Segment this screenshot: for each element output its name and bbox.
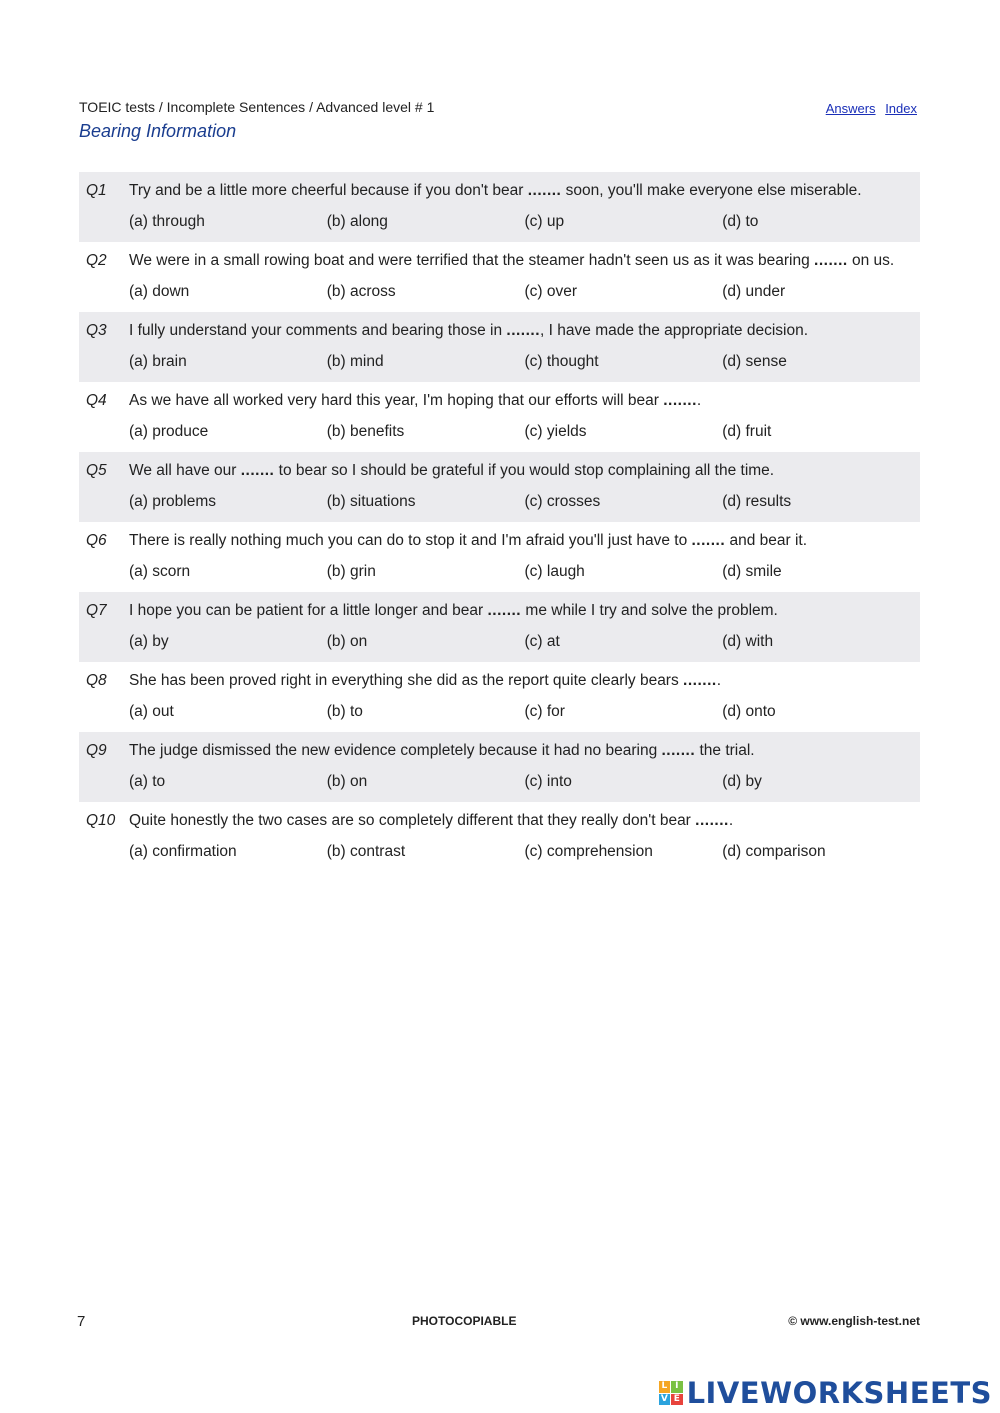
question-blank: ....... [663, 392, 697, 409]
answer-option-b[interactable]: (b) to [326, 703, 363, 720]
brand-icon-letter: L [659, 1381, 671, 1393]
question-item [79, 242, 920, 312]
brand-icon-letter: I [671, 1381, 683, 1393]
question-number: Q7 [86, 602, 107, 619]
answer-option-d[interactable]: (d) by [722, 773, 762, 790]
question-text-before: I fully understand your comments and bearing those in [129, 322, 507, 339]
question-text [129, 458, 920, 483]
answer-option-c[interactable]: (c) up [524, 213, 565, 230]
answer-option-a[interactable]: (a) brain [129, 353, 187, 370]
question-text-after: . [696, 392, 702, 409]
question-text-before: I hope you can be patient for a little longer and bear [129, 602, 488, 619]
answer-option-a[interactable]: (a) out [129, 703, 174, 720]
question-text [129, 738, 920, 763]
question-text-before: Try and be a little more cheerful because if you don't bear [129, 182, 528, 199]
answer-option-d[interactable]: (d) comparison [722, 843, 826, 860]
question-text [129, 248, 920, 273]
answer-options [129, 209, 920, 234]
answer-option-d[interactable]: (d) smile [722, 563, 782, 580]
question-text-after: soon, you'll make everyone else miserable. [561, 182, 862, 199]
question-blank: ....... [527, 182, 562, 199]
answer-option-c[interactable]: (c) thought [524, 353, 599, 370]
answer-options [129, 559, 920, 584]
question-number: Q4 [86, 392, 107, 409]
answer-option-a[interactable]: (a) to [129, 773, 166, 790]
answer-options [129, 699, 920, 724]
question-text-before: We all have our [129, 462, 241, 479]
answer-option-d[interactable]: (d) with [722, 633, 774, 650]
question-blank: ....... [487, 602, 522, 619]
answer-option-c[interactable]: (c) at [524, 633, 560, 650]
answer-options [129, 629, 920, 654]
brand-name: LIVEWORKSHEETS [686, 1376, 992, 1410]
brand-icon-letter: V [659, 1394, 671, 1406]
answer-option-a[interactable]: (a) problems [129, 493, 216, 510]
question-text-after: . [716, 672, 721, 689]
question-number: Q3 [86, 322, 107, 339]
breadcrumb: TOEIC tests / Incomplete Sentences / Advanced level # 1 [79, 99, 435, 115]
answer-option-c[interactable]: (c) for [524, 703, 565, 720]
question-text [129, 598, 920, 623]
top-links [820, 101, 917, 116]
question-text [129, 808, 920, 833]
answer-option-a[interactable]: (a) confirmation [129, 843, 237, 860]
question-number: Q10 [86, 812, 116, 829]
question-item [79, 732, 920, 802]
index-link[interactable]: Index [885, 101, 917, 116]
question-item [79, 312, 920, 382]
question-item [79, 592, 920, 662]
question-text [129, 318, 920, 343]
brand-icon-letter: E [671, 1394, 683, 1406]
answer-option-b[interactable]: (b) benefits [326, 423, 405, 440]
answer-option-b[interactable]: (b) mind [326, 353, 384, 370]
answer-option-d[interactable]: (d) results [722, 493, 792, 510]
answer-option-b[interactable]: (b) along [326, 213, 388, 230]
question-text-before: As we have all worked very hard this year, I'm hoping that our efforts will bear [129, 392, 664, 409]
question-text-before: We were in a small rowing boat and were terrified that the steamer hadn't seen us as it was bearing [129, 252, 815, 269]
answer-options [129, 279, 920, 304]
question-text-after: , I have made the appropriate decision. [540, 322, 809, 339]
question-blank: ....... [695, 812, 729, 829]
question-blank: ....... [506, 322, 541, 339]
answer-option-c[interactable]: (c) into [524, 773, 572, 790]
answer-option-b[interactable]: (b) on [326, 633, 368, 650]
page-title: Bearing Information [79, 121, 237, 141]
answer-option-c[interactable]: (c) over [524, 283, 578, 300]
question-blank: ....... [683, 672, 717, 689]
question-text-after: . [728, 812, 734, 829]
question-list [79, 172, 920, 872]
question-text-before: The judge dismissed the new evidence completely because it had no bearing [129, 742, 662, 759]
liveworksheets-icon [659, 1381, 683, 1405]
question-text-before: She has been proved right in everything she did as the report quite clearly bears [129, 672, 684, 689]
question-text-before: Quite honestly the two cases are so completely different that they really don't bear [129, 812, 696, 829]
answer-option-d[interactable]: (d) onto [722, 703, 776, 720]
answer-option-b[interactable]: (b) grin [326, 563, 376, 580]
question-text [129, 178, 920, 203]
answer-option-c[interactable]: (c) comprehension [524, 843, 653, 860]
question-number: Q6 [86, 532, 107, 549]
answer-options [129, 489, 920, 514]
answer-option-b[interactable]: (b) situations [326, 493, 416, 510]
answer-option-c[interactable]: (c) crosses [524, 493, 601, 510]
answer-option-a[interactable]: (a) by [129, 633, 169, 650]
question-number: Q9 [86, 742, 107, 759]
question-item [79, 452, 920, 522]
question-text-after: me while I try and solve the problem. [521, 602, 778, 619]
answer-options [129, 839, 920, 864]
question-text [129, 388, 920, 413]
question-text-after: the trial. [695, 742, 755, 759]
question-text-before: There is really nothing much you can do to stop it and I'm afraid you'll just have to [129, 532, 692, 549]
question-item [79, 802, 920, 872]
question-blank: ....... [240, 462, 275, 479]
question-blank: ....... [691, 532, 726, 549]
question-blank: ....... [661, 742, 696, 759]
question-text [129, 528, 920, 553]
answer-option-a[interactable]: (a) produce [129, 423, 209, 440]
answer-option-b[interactable]: (b) on [326, 773, 368, 790]
page-number: 7 [77, 1313, 86, 1330]
answer-option-a[interactable]: (a) scorn [129, 563, 191, 580]
question-text-after: on us. [847, 252, 895, 269]
question-number: Q1 [86, 182, 107, 199]
answer-option-a[interactable]: (a) through [129, 213, 205, 230]
answer-options [129, 349, 920, 374]
question-item [79, 522, 920, 592]
answer-options [129, 419, 920, 444]
question-number: Q2 [86, 252, 107, 269]
answer-options [129, 769, 920, 794]
answer-option-a[interactable]: (a) down [129, 283, 190, 300]
question-text-after: to bear so I should be grateful if you would stop complaining all the time. [274, 462, 775, 479]
answer-option-c[interactable]: (c) yields [524, 423, 587, 440]
photocopiable-label: PHOTOCOPIABLE [412, 1314, 517, 1328]
answer-option-d[interactable]: (d) fruit [722, 423, 772, 440]
answer-option-d[interactable]: (d) under [722, 283, 786, 300]
question-item [79, 382, 920, 452]
answers-link[interactable]: Answers [825, 101, 876, 116]
question-number: Q8 [86, 672, 107, 689]
question-text [129, 668, 920, 693]
copyright-text: © www.english-test.net [788, 1314, 920, 1328]
question-item [79, 172, 920, 242]
question-blank: ....... [814, 252, 848, 269]
liveworksheets-logo [659, 1376, 992, 1410]
question-text-after: and bear it. [725, 532, 808, 549]
question-item [79, 662, 920, 732]
answer-option-b[interactable]: (b) across [326, 283, 396, 300]
question-number: Q5 [86, 462, 107, 479]
answer-option-d[interactable]: (d) to [722, 213, 759, 230]
answer-option-d[interactable]: (d) sense [722, 353, 787, 370]
answer-option-c[interactable]: (c) laugh [524, 563, 585, 580]
answer-option-b[interactable]: (b) contrast [326, 843, 406, 860]
